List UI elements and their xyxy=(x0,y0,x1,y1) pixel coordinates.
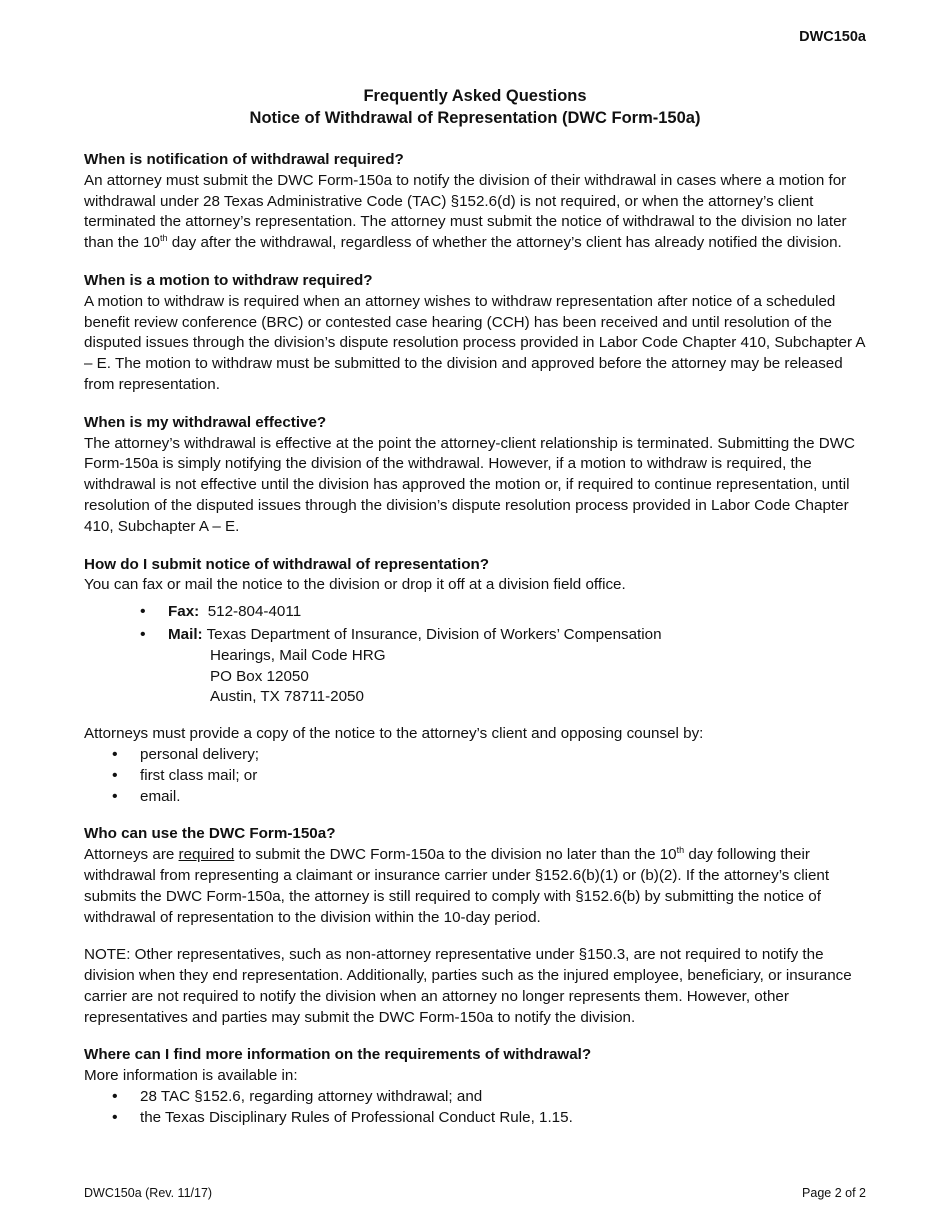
mail-address-line: Texas Department of Insurance, Division of Workers’ Compensation xyxy=(206,625,662,643)
delivery-methods-list xyxy=(84,745,869,807)
answer: A motion to withdraw is required when an attorney wishes to withdraw representation after notice of a scheduled benefit review conference (BRC) or contested case hearing (CCH) has been received and until resolution of the disputed issues through the division’s dispute resolution process provided in Labor Code Chapter 410, Subchapter A – E. The motion to withdraw must be submitted to the division and approved before the attorney may be released from representation. xyxy=(84,292,865,393)
question: Where can I find more information on the requirements of withdrawal? xyxy=(84,1046,592,1064)
question: When is notification of withdrawal required? xyxy=(84,151,404,168)
faq-section-submit xyxy=(84,555,869,808)
question: When is my withdrawal effective? xyxy=(84,413,327,431)
form-revision: DWC150a (Rev. 11/17) xyxy=(84,1186,213,1200)
faq-section-notification xyxy=(84,150,869,254)
answer: An attorney must submit the DWC Form-150a to notify the division of their withdrawal in cases where a motion for withdrawal under 28 Texas Administrative Code (TAC) §152.6(d) is not required, or when the attorney’s client terminated the attorney’s representation. The attorney must submit the notice of withdrawal to the division no later than the 10th day after the withdrawal, regardless of whether the attorney’s client has already notified the division. xyxy=(84,171,847,252)
faq-section-who xyxy=(84,824,869,1028)
mail-label: Mail: xyxy=(168,625,203,643)
mail-address-line: PO Box 12050 xyxy=(210,667,309,685)
form-id: DWC150a xyxy=(799,29,866,45)
page-number: Page 2 of 2 xyxy=(802,1186,866,1200)
reference-list xyxy=(84,1087,869,1129)
fax-item xyxy=(168,602,869,623)
fax-label: Fax: xyxy=(168,603,200,621)
faq-section-more-info xyxy=(84,1045,869,1128)
contact-list xyxy=(84,602,869,708)
question: When is a motion to withdraw required? xyxy=(84,271,373,289)
list-item: • 28 TAC §152.6, regarding attorney withdrawal; and xyxy=(140,1087,869,1108)
mail-item xyxy=(168,625,869,708)
answer: The attorney’s withdrawal is effective at the point the attorney-client relationship is terminated. Submitting the DWC Form-150a is simply notifying the division of the withdrawal. However, if a motion to withdraw is required, the withdrawal is not effective until the division has approved the motion or, if required to continue representation, until resolution of the disputed issues through the division’s dispute resolution process provided in Labor Code Chapter 410, Subchapter A – E. xyxy=(84,434,856,535)
question: Who can use the DWC Form-150a? xyxy=(84,825,336,843)
answer: Attorneys are required to submit the DWC Form-150a to the division no later than the 10th day following their withdrawal from representing a claimant or insurance carrier under §152.6(b)(1) or (b)(2). If the attorney’s client submits the DWC Form-150a, the attorney is still required to comply with §152.6(b) by submitting the notice of withdrawal of representation to the division within the 10-day period. xyxy=(84,845,830,926)
note: NOTE: Other representatives, such as non-attorney representative under §150.3, are not required to notify the division when they end representation. Additionally, parties such as the injured employee, beneficiary, or insurance carrier are not required to notify the division when an attorney no longer represents them. However, other representatives and parties may submit the DWC Form-150a to notify the division. xyxy=(84,946,852,1026)
copy-requirement: Attorneys must provide a copy of the notice to the attorney’s client and opposing counsel by: xyxy=(84,725,704,743)
faq-content xyxy=(84,150,869,1146)
title-line-1: Frequently Asked Questions xyxy=(363,87,587,105)
list-item: • first class mail; or xyxy=(140,766,869,787)
question: How do I submit notice of withdrawal of representation? xyxy=(84,555,490,573)
fax-number: 512-804-4011 xyxy=(207,603,302,621)
faq-section-motion xyxy=(84,271,869,396)
answer: You can fax or mail the notice to the division or drop it off at a division field office. xyxy=(84,576,626,594)
list-item: • the Texas Disciplinary Rules of Professional Conduct Rule, 1.15. xyxy=(140,1108,869,1129)
mail-address-line: Austin, TX 78711-2050 xyxy=(210,688,364,706)
answer: More information is available in: xyxy=(84,1067,298,1085)
title-line-2: Notice of Withdrawal of Representation (DWC Form-150a) xyxy=(249,109,701,127)
mail-address-line: Hearings, Mail Code HRG xyxy=(210,646,386,664)
faq-section-effective xyxy=(84,413,869,538)
page-title xyxy=(0,85,950,129)
list-item: • personal delivery; xyxy=(140,745,869,766)
list-item: • email. xyxy=(140,787,869,808)
